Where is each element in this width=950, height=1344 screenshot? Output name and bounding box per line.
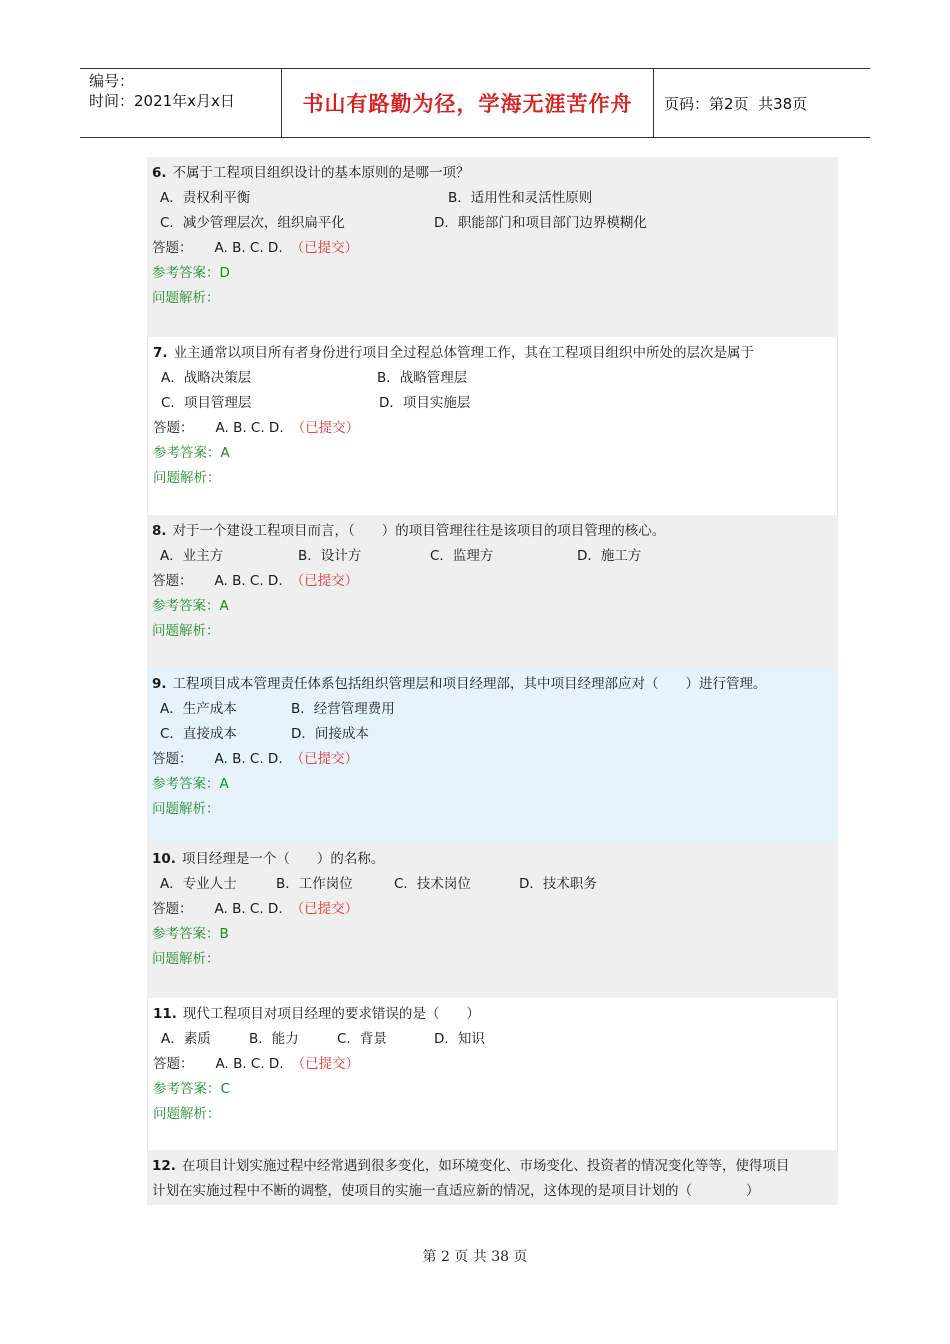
answer-label: 答题： [153, 420, 194, 436]
question-stem [153, 1002, 837, 1027]
option-row [153, 1027, 837, 1052]
question-stem [152, 1154, 838, 1179]
option-a[interactable]: A．战略决策层 [161, 370, 252, 386]
answer-line [153, 1052, 837, 1077]
question-9 [147, 668, 838, 843]
question-number: 8. [152, 523, 167, 539]
question-text: 在项目计划实施过程中经常遇到很多变化，如环境变化、市场变化、投资者的情况变化等等，使得项目 [181, 1158, 790, 1174]
question-stem [152, 161, 838, 186]
answer-choices: A. B. C. D. [214, 573, 283, 589]
option-c[interactable]: C．监理方 [430, 548, 494, 564]
question-text: 对于一个建设工程项目而言，（ ）的项目管理往往是该项目的项目管理的核心。 [172, 523, 666, 539]
explanation-label: 问题解析： [152, 801, 220, 817]
reference-answer: 参考答案：C [153, 1081, 230, 1097]
question-number: 10. [152, 851, 176, 867]
option-b[interactable]: B．工作岗位 [276, 876, 353, 892]
option-c[interactable]: C．减少管理层次，组织扁平化 [160, 215, 345, 231]
question-number: 12. [152, 1158, 176, 1174]
question-stem [152, 672, 838, 697]
question-number: 11. [153, 1006, 177, 1022]
answer-choices: A. B. C. D. [214, 751, 283, 767]
option-d[interactable]: D．项目实施层 [379, 395, 471, 411]
option-b[interactable]: B．战略管理层 [377, 370, 468, 386]
answer-choices: A. B. C. D. [215, 420, 284, 436]
option-c[interactable]: C．背景 [337, 1031, 387, 1047]
answer-label: 答题： [152, 573, 193, 589]
question-number: 9. [152, 676, 167, 692]
page-footer: 第 2 页 共 38 页 [422, 1249, 528, 1265]
option-b[interactable]: B．适用性和灵活性原则 [448, 190, 593, 206]
time-label: 时间：2021年x月x日 [89, 92, 235, 110]
page-info-text: 页码：第2页 共38页 [664, 94, 808, 113]
option-c[interactable]: C．技术岗位 [394, 876, 471, 892]
reference-answer: 参考答案：A [153, 445, 230, 461]
question-number: 6. [152, 165, 167, 181]
question-text: 现代工程项目对项目经理的要求错误的是（ ） [182, 1006, 480, 1022]
question-text: 项目经理是一个（ ）的名称。 [181, 851, 385, 867]
explanation-label: 问题解析： [153, 470, 221, 486]
option-d[interactable]: D．职能部门和项目部门边界模糊化 [434, 215, 647, 231]
reference-answer: 参考答案：A [152, 598, 229, 614]
question-11 [147, 998, 838, 1150]
option-a[interactable]: A．素质 [161, 1031, 211, 1047]
option-a[interactable]: A．业主方 [160, 548, 224, 564]
explanation-label: 问题解析： [152, 623, 220, 639]
option-b[interactable]: B．设计方 [298, 548, 362, 564]
answer-status: （已提交） [290, 751, 359, 767]
option-row [152, 186, 838, 211]
question-text: 不属于工程项目组织设计的基本原则的是哪一项？ [172, 165, 470, 181]
answer-choices: A. B. C. D. [215, 1056, 284, 1072]
option-d[interactable]: D．间接成本 [291, 726, 369, 742]
answer-label: 答题： [152, 240, 193, 256]
reference-answer: 参考答案：D [152, 265, 230, 281]
option-row [152, 872, 838, 897]
option-row [152, 722, 838, 747]
serial-label: 编号： [89, 72, 135, 90]
question-stem [152, 519, 838, 544]
answer-choices: A. B. C. D. [214, 901, 283, 917]
header-page-info [654, 69, 870, 137]
question-text-continued: 计划在实施过程中不断的调整，使项目的实施一直适应新的情况，这体现的是项目计划的（ ） [152, 1183, 760, 1199]
option-d[interactable]: D．技术职务 [519, 876, 597, 892]
answer-choices: A. B. C. D. [214, 240, 283, 256]
question-6 [147, 157, 838, 337]
answer-line [152, 747, 838, 772]
question-10 [147, 843, 838, 998]
option-c[interactable]: C．直接成本 [160, 726, 237, 742]
question-stem [152, 847, 838, 872]
option-d[interactable]: D．施工方 [577, 548, 642, 564]
option-row [152, 697, 838, 722]
option-row [153, 366, 837, 391]
explanation-label: 问题解析： [153, 1106, 221, 1122]
option-row [152, 544, 838, 569]
header-motto: 书山有路勤为径，学海无涯苦作舟 [282, 69, 654, 137]
option-b[interactable]: B．能力 [249, 1031, 299, 1047]
question-8 [147, 515, 838, 668]
option-row [152, 211, 838, 236]
page-header [80, 68, 870, 138]
question-number: 7. [153, 345, 168, 361]
question-12 [147, 1150, 838, 1205]
explanation-label: 问题解析： [152, 290, 220, 306]
question-stem [153, 341, 837, 366]
question-text: 工程项目成本管理责任体系包括组织管理层和项目经理部，其中项目经理部应对（ ）进行管理。 [172, 676, 767, 692]
answer-status: （已提交） [291, 420, 360, 436]
answer-label: 答题： [153, 1056, 194, 1072]
answer-line [153, 416, 837, 441]
answer-status: （已提交） [291, 1056, 360, 1072]
answer-status: （已提交） [290, 573, 359, 589]
option-row [153, 391, 837, 416]
question-7 [147, 337, 838, 515]
question-text: 业主通常以项目所有者身份进行项目全过程总体管理工作，其在工程项目组织中所处的层次是属于 [173, 345, 755, 361]
option-b[interactable]: B．经营管理费用 [291, 701, 395, 717]
reference-answer: 参考答案：B [152, 926, 229, 942]
answer-line [152, 236, 838, 261]
answer-label: 答题： [152, 901, 193, 917]
option-d[interactable]: D．知识 [434, 1031, 485, 1047]
header-meta [80, 69, 282, 137]
answer-line [152, 897, 838, 922]
answer-status: （已提交） [290, 901, 359, 917]
option-a[interactable]: A．责权利平衡 [160, 190, 251, 206]
answer-line [152, 569, 838, 594]
answer-status: （已提交） [290, 240, 359, 256]
answer-label: 答题： [152, 751, 193, 767]
option-a[interactable]: A．生产成本 [160, 701, 237, 717]
reference-answer: 参考答案：A [152, 776, 229, 792]
option-c[interactable]: C．项目管理层 [161, 395, 252, 411]
option-a[interactable]: A．专业人士 [160, 876, 237, 892]
explanation-label: 问题解析： [152, 951, 220, 967]
